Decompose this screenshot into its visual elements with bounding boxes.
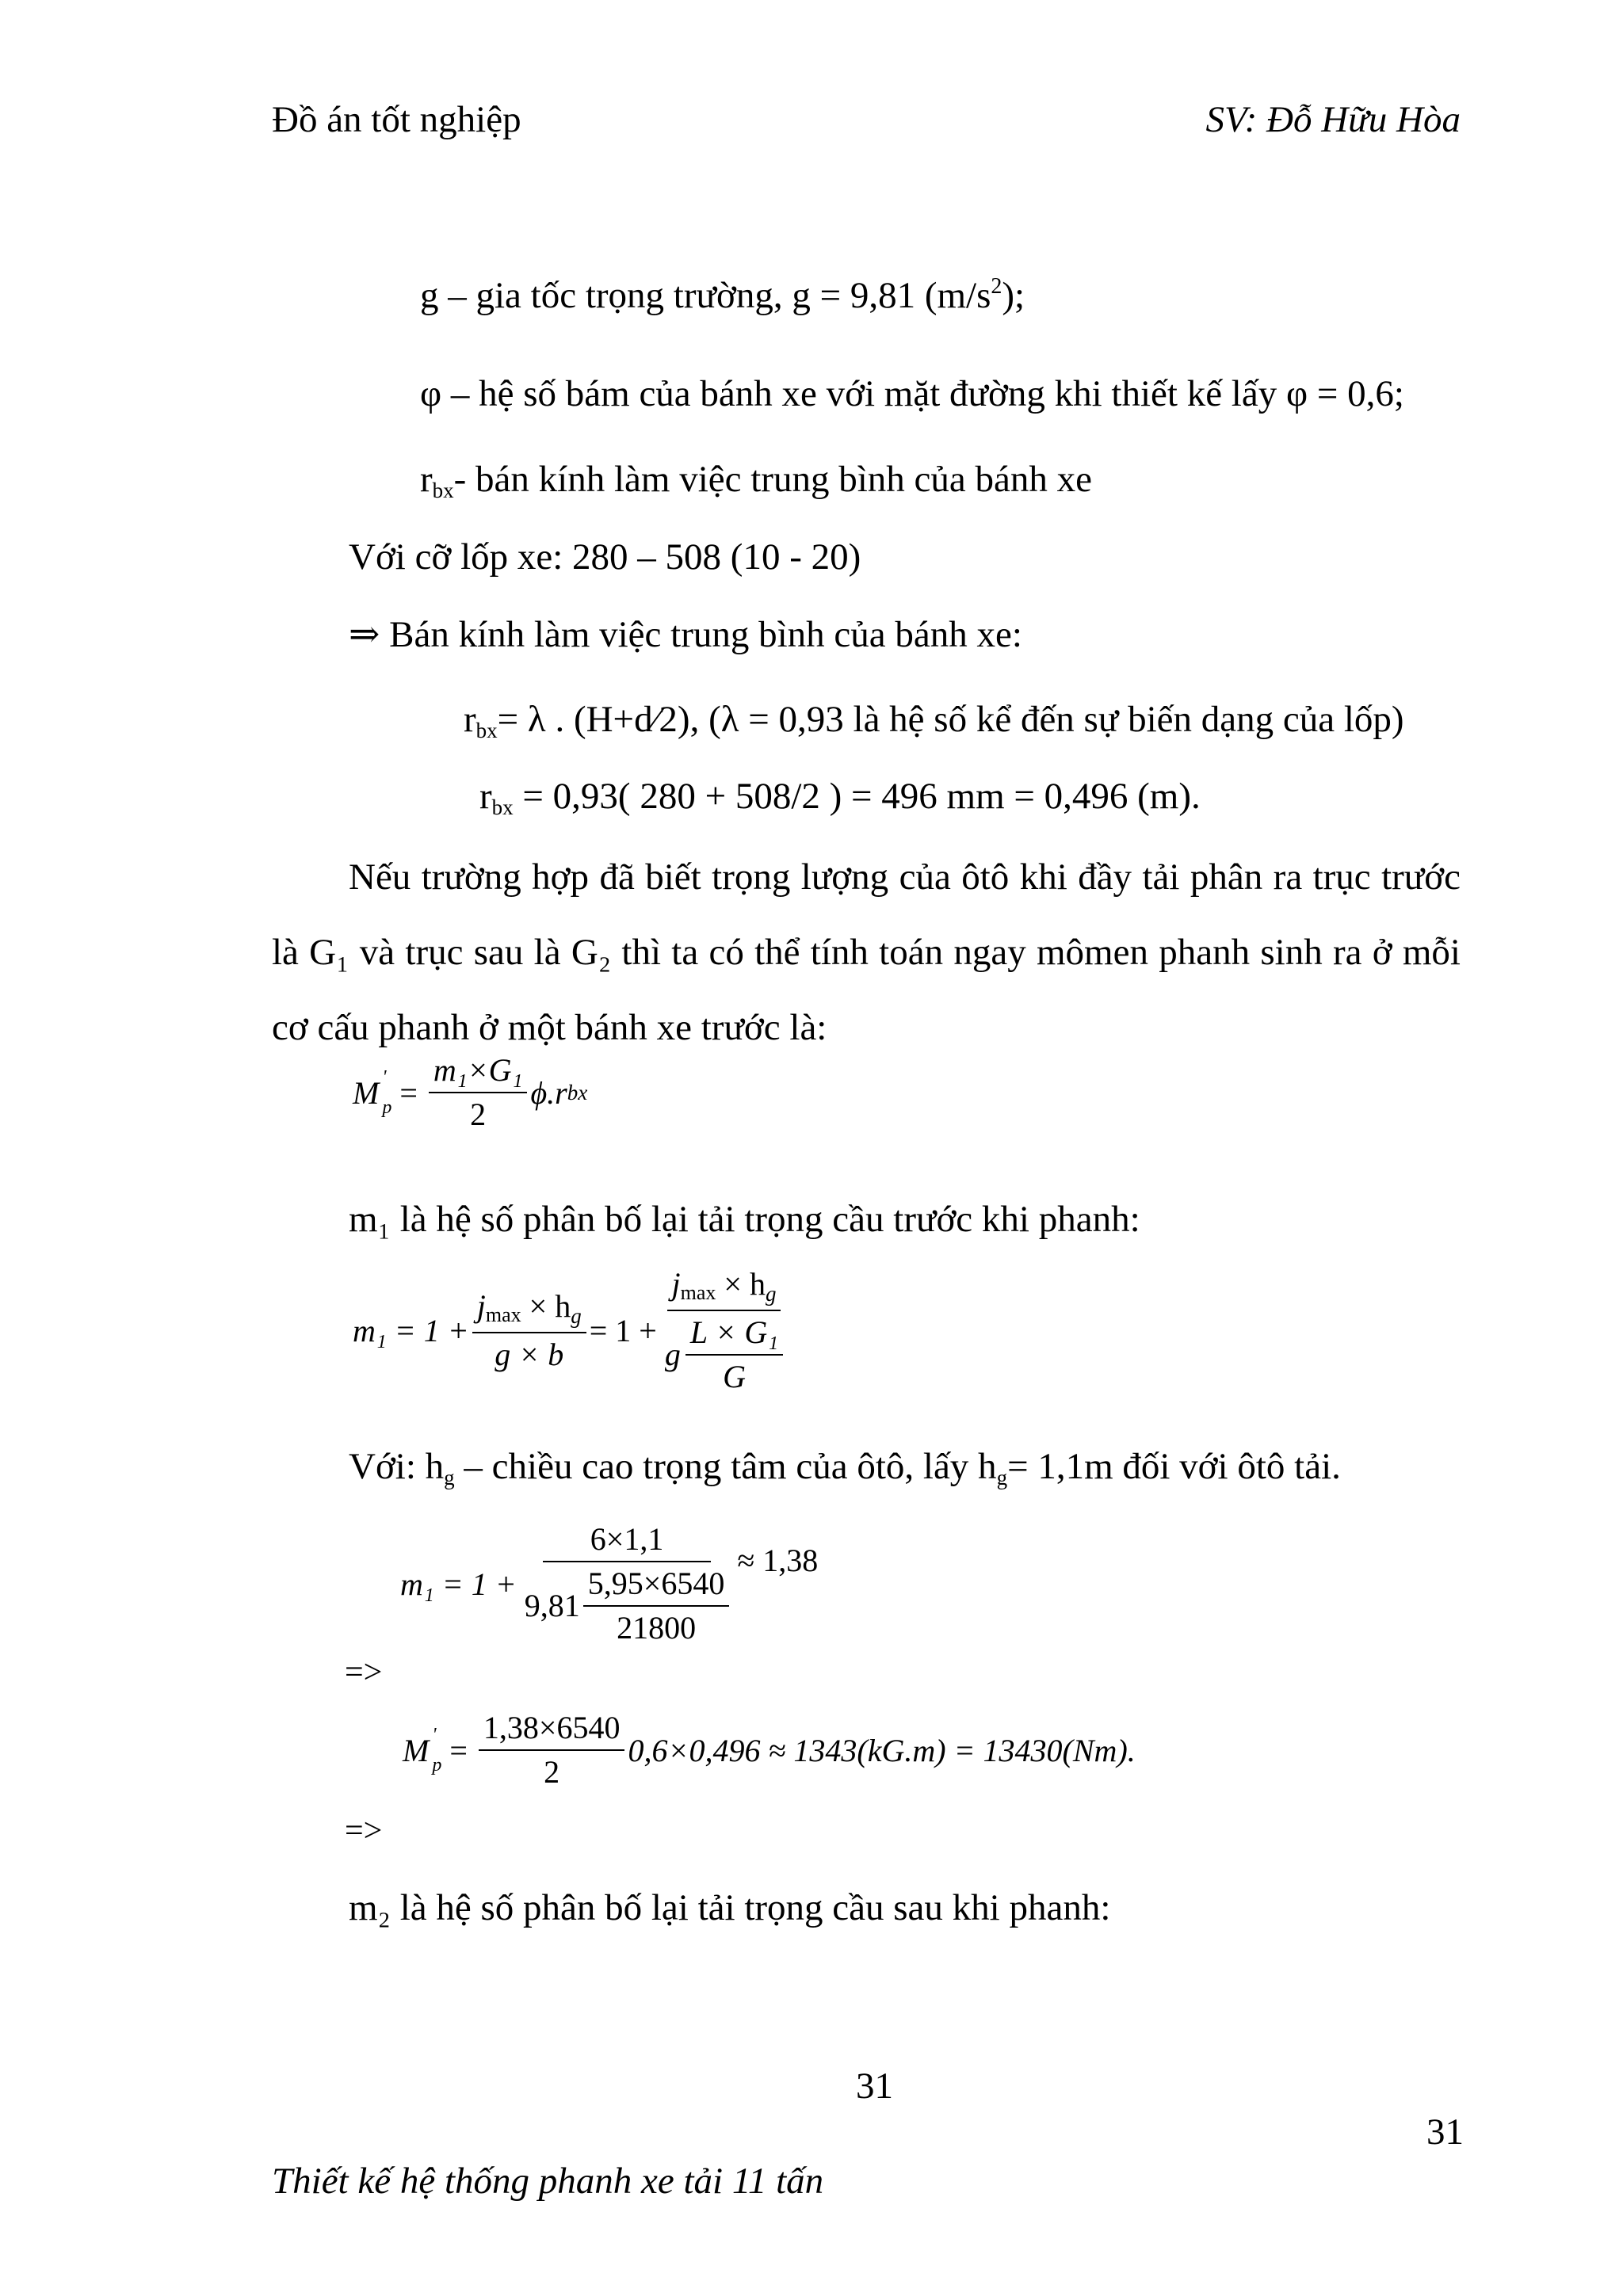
m1-den2-den: G (723, 1359, 746, 1395)
radius-value (479, 778, 1201, 818)
rbx-subscript: bx (432, 479, 454, 502)
mp-tail-sub: bx (567, 1080, 588, 1104)
rbx-symbol: r (420, 459, 433, 500)
m1-mid: = 1 + (589, 1313, 657, 1349)
hg-def-a: Với: h (349, 1446, 445, 1487)
rbx-subscript-2: bx (475, 719, 498, 742)
mp-den: 2 (470, 1097, 487, 1132)
rbx-subscript-3: bx (491, 795, 514, 819)
mpv-prime: ' (432, 1725, 437, 1745)
g-definition-sup: 2 (991, 274, 1002, 299)
arrow-1: => (345, 1654, 383, 1691)
rbx-symbol-3: r (479, 776, 492, 817)
arrow-2: => (345, 1813, 383, 1849)
m1-lhs: m₁ = 1 + (353, 1313, 469, 1349)
m1-den2-g: g (664, 1337, 681, 1373)
mpv-rhs: 0,6×0,496 ≈ 1343(kG.m) = 13430(Nm). (628, 1732, 1136, 1768)
m2-definition: m₂ là hệ số phân bố lại tải trọng cầu sau khi phanh: (349, 1887, 1111, 1928)
mp-M: M (353, 1074, 380, 1111)
hg-def-c: = 1,1m đối với ôtô tải. (1007, 1446, 1341, 1487)
m1-definition: m₁ là hệ số phân bố lại tải trọng cầu trước khi phanh: (349, 1199, 1140, 1240)
lambda-symbol: λ (527, 699, 546, 740)
hg-sub-1: g (444, 1466, 455, 1489)
equation-m1-value (400, 1523, 818, 1645)
mpv-p: p (432, 1755, 442, 1775)
mpv-den: 2 (544, 1754, 560, 1790)
mp-tail: ϕ.r (530, 1074, 567, 1111)
m1v-num: 6×1,1 (543, 1523, 712, 1562)
m1v-den-num: 5,95×6540 (583, 1567, 730, 1607)
page-number-center: 31 (856, 2065, 893, 2107)
m1-den1: g × b (495, 1337, 564, 1373)
mpv-num: 1,38×6540 (479, 1711, 625, 1751)
mp-num: m₁×G₁ (429, 1054, 528, 1093)
rbx-definition (420, 461, 1092, 502)
g-definition-text: g – gia tốc trọng trường, g = 9,81 (m/s (420, 275, 991, 316)
m1-num1-rest: × h (521, 1288, 571, 1324)
hg-sub-2: g (996, 1466, 1008, 1489)
m1v-den-den: 21800 (617, 1610, 697, 1646)
rbx-symbol-2: r (464, 699, 476, 740)
hg-def-b: – chiều cao trọng tâm của ôtô, lấy h (454, 1446, 997, 1487)
mpv-M: M (403, 1732, 430, 1768)
m1-num1-j: j (476, 1288, 486, 1324)
footer-title: Thiết kế hệ thống phanh xe tải 11 tấn (272, 2161, 824, 2202)
hg-definition (349, 1448, 1341, 1489)
equation-mp: M ' p = $\frac{\text{m₁×G₁}}{2}$ ϕ.r bx (353, 1052, 588, 1132)
g-definition (420, 276, 1025, 315)
paragraph-brake-torque: Nếu trường hợp đã biết trọng lượng của ôtô khi đầy tải phân ra trục trước là G₁ và trục sau là G₂ thì ta có thể tính toán ngay mômen phanh sinh ra ở mỗi cơ cấu phanh ở một bánh xe trước là: (272, 856, 1461, 1048)
radius-formula (464, 701, 1404, 742)
formula1-rest: . (H+d⁄2), (λ = 0,93 là hệ số kể đến sự biến dạng của lốp) (545, 699, 1404, 740)
equation-m1 (353, 1268, 791, 1394)
m1-num1-max: max (485, 1303, 521, 1326)
m1-num2-g: g (765, 1282, 777, 1306)
m1-den2-num: L × G₁ (685, 1316, 783, 1356)
header-right: SV: Đỗ Hữu Hòa (1205, 99, 1461, 140)
mp-p: p (382, 1097, 392, 1118)
m1v-den-a: 9,81 (524, 1588, 580, 1623)
g-definition-end: ); (1002, 275, 1025, 316)
radius-intro: ⇒ Bán kính làm việc trung bình của bánh xe: (349, 614, 1022, 655)
m1-num1-g: g (571, 1304, 582, 1328)
header-left: Đồ án tốt nghiệp (272, 99, 521, 140)
m1v-lhs: m₁ = 1 + (400, 1566, 517, 1602)
equation-mp-value: M ' p = $\frac{1,38\times 6540}{2}$ 0,6×0,496 ≈ 1343(kG.m) = 13430(Nm). (403, 1710, 1136, 1790)
formula2-rest: = 0,93( 280 + 508/2 ) = 496 mm = 0,496 (m). (513, 776, 1201, 817)
m1-num2-max: max (680, 1281, 716, 1304)
rbx-text: - bán kính làm việc trung bình của bánh xe (453, 459, 1092, 500)
page-number-right: 31 (1426, 2111, 1464, 2153)
formula1-eq: = (497, 699, 528, 740)
tire-size: Với cỡ lốp xe: 280 – 508 (10 - 20) (349, 536, 861, 578)
phi-definition: φ – hệ số bám của bánh xe với mặt đường khi thiết kế lấy φ = 0,6; (420, 373, 1404, 414)
m1-num2-rest: × h (716, 1266, 766, 1302)
mp-prime: ' (382, 1067, 387, 1088)
m1-num2-j: j (671, 1266, 681, 1302)
m1v-rhs: ≈ 1,38 (737, 1542, 819, 1578)
